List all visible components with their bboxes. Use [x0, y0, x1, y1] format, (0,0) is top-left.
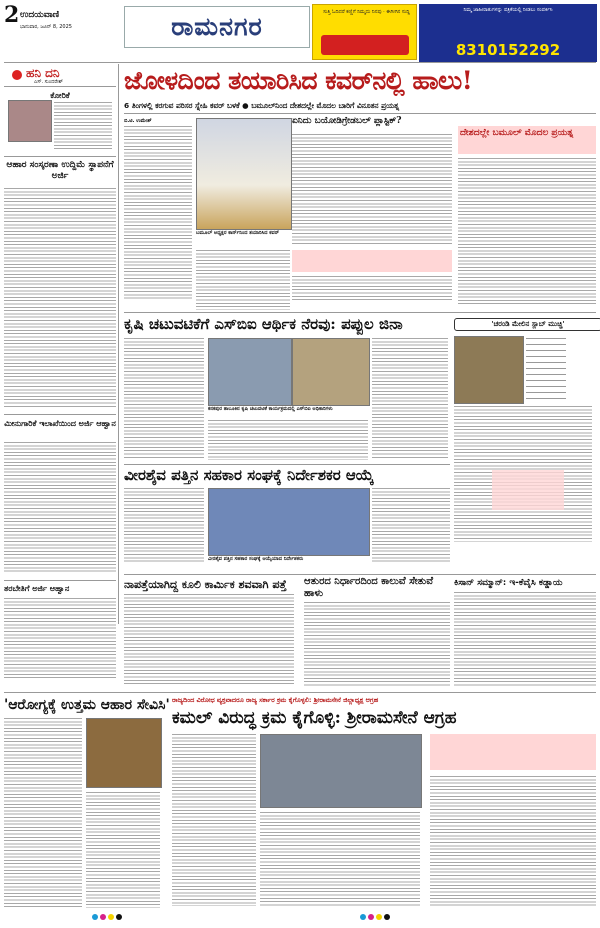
registration-mark [100, 914, 106, 920]
item1-title: ಕೋರಿಕೆ [50, 90, 70, 100]
logo-dot-icon [12, 70, 22, 80]
registration-mark [92, 914, 98, 920]
story3-headline: 'ಚರಂಡಿ ಮೇಲಿನ ಸ್ಲಾಬ್ ಮುಚ್ಚಿ' [454, 318, 600, 331]
masthead-rule [4, 62, 596, 63]
story4-caption: ವೀರಶೈವ ಪತ್ತಿನ ಸಹಕಾರ ಸಂಘಕ್ಕೆ ಆಯ್ಕೆಯಾದ ನಿರ್ದೇಶಕರು [208, 556, 304, 562]
story2-photo2 [292, 338, 370, 406]
rule [124, 113, 596, 114]
story9-kicker: ರಾಜ್ಯದಿಂದ ವಿರೋಧ ವ್ಯಕ್ತವಾದರೂ ರಾಜ್ಯ ಸರ್ಕಾರ ಕ್ರಮ ಕೈಗೊಳ್ಳಲಿ: ಶ್ರೀರಾಮಸೇನೆ ಜಿಲ್ಲಾಧ್ಯಕ್ಷ ಆಗ್ರಹ [172, 696, 379, 704]
story8-text-col2 [86, 792, 160, 908]
story9-photo [260, 734, 422, 808]
main-photo-caption: ಬಮೂಲ್ ಅಧ್ಯಕ್ಷರ ಕಾರ್ನ್‌ನಿಂದ ತಯಾರಿಸಿದ ಕವರ್ [196, 230, 279, 236]
side-box-title: ದೇಶದಲ್ಲೇ ಬಮೂಲ್ ಮೊದಲ ಪ್ರಯತ್ನ [460, 128, 574, 138]
rule [124, 312, 596, 313]
box-title: ಏನಿದು ಬಯೋಡಿಗ್ರೇಡಬಲ್ ಪ್ಲಾಸ್ಟಿಕ್? [292, 116, 402, 126]
main-text-col1 [124, 126, 192, 300]
story9-text-col3 [430, 776, 596, 906]
registration-mark [368, 914, 374, 920]
story9-text-col2 [260, 812, 420, 906]
column-logo-name: ಹನಿ ದನಿ [26, 66, 60, 80]
story9-quote [430, 734, 596, 770]
story8-headline: 'ಆರೋಗ್ಯಕ್ಕೆ ಉತ್ತಮ ಆಹಾರ ಸೇವಿಸಿ' [4, 697, 170, 713]
ad1-text: ಸುತ್ತಿ ಓದಿದರೆ ಕಣ್ಣಿಗೆ ನಿಮ್ಮದು ನಿನಪು · ಈಗೀಗಿನ ಸುದ್ದಿ [323, 9, 410, 15]
item3-text [4, 442, 116, 574]
story2-photo1 [208, 338, 292, 406]
main-headline: ಜೋಳದಿಂದ ತಯಾರಿಸಿದ ಕವರ್‌ನಲ್ಲಿ ಹಾಲು! [124, 66, 473, 95]
registration-mark [108, 914, 114, 920]
column-author: ಎಸ್. ಸುಂದರೇಶ್ [34, 79, 63, 85]
rule [4, 414, 116, 415]
story7-text [454, 592, 596, 686]
main-quote [292, 250, 452, 272]
registration-mark [384, 914, 390, 920]
story2-text-col1 [124, 338, 204, 460]
rule [4, 580, 116, 581]
story3-photo [454, 336, 524, 404]
main-subheadline: 6 ತಿಂಗಳಲ್ಲಿ ಕರಗುವ ಪರಿಸರ ಸ್ನೇಹಿ ಕವರ್ ಬಳಕೆ ● ಬಮೂಲ್‌ನಿಂದ ದೇಶದಲ್ಲೇ ಮೊದಲ ಬಾರಿಗೆ ವಿನೂತನ ಪ್ರಯತ್ನ [124, 101, 399, 110]
top-ad-yellow [312, 4, 417, 60]
paper-brand: ಉದಯವಾಣಿ [20, 10, 60, 20]
ad1-banner [321, 35, 409, 55]
item2-text [4, 188, 116, 408]
item4-text [4, 598, 116, 680]
story3-pullquote [492, 470, 564, 510]
story7-headline: ಕಿಸಾನ್ ಸಮ್ಮಾನ್: ಇ-ಕೆವೈಸಿ ಕಡ್ಡಾಯ [454, 578, 563, 588]
story4-headline: ವೀರಶೈವ ಪತ್ತಿನ ಸಹಕಾರ ಸಂಘಕ್ಕೆ ನಿರ್ದೇಶಕರ ಆಯ್ಕೆ [124, 466, 374, 484]
story4-text-col1 [124, 488, 204, 562]
story9-text-col1 [172, 734, 256, 906]
story2-text-col3 [372, 338, 448, 460]
story5-headline: ನಾಪತ್ತೆಯಾಗಿದ್ದ ಕೂಲಿ ಕಾರ್ಮಿಕ ಶವವಾಗಿ ಪತ್ತೆ [124, 578, 287, 591]
page-number: 2 [4, 2, 20, 28]
story2-caption: ಕನಕಪುರ ತಾಲೂಕಿನ ಕೃಷಿ ಚಟುವಟಿಕೆ ಕಾರ್ಯಕ್ರಮದಲ್ಲಿ ಎಸ್‌ಬಿಐ ಅಧಿಕಾರಿಗಳು [208, 406, 333, 412]
story8-photo [86, 718, 162, 788]
registration-mark [376, 914, 382, 920]
rule [124, 464, 450, 465]
story4-text-col3 [372, 488, 450, 562]
section-title: ರಾಮನಗರ [124, 6, 310, 48]
registration-mark [116, 914, 122, 920]
rule [4, 692, 596, 693]
page-date: ಭಾನುವಾರ, ಜೂನ್ 8, 2025 [20, 24, 72, 30]
box-text [292, 134, 452, 246]
item3-title: ಮೀನುಗಾರಿಕೆ ಇಲಾಖೆಯಿಂದ ಅರ್ಜಿ ಆಹ್ವಾನ [4, 418, 116, 428]
main-text-col2 [196, 250, 290, 310]
story2-text-col2 [208, 420, 368, 460]
top-ad-blue [419, 4, 597, 62]
story5-text [124, 594, 294, 686]
rule [124, 574, 596, 575]
item4-title: ತರಬೇತಿಗೆ ಅರ್ಜಿ ಆಹ್ವಾನ [4, 583, 70, 593]
story9-headline: ಕಮಲ್ ವಿರುದ್ಧ ಕ್ರಮ ಕೈಗೊಳ್ಳಿ: ಶ್ರೀರಾಮಸೇನೆ ಆಗ್ರಹ [172, 708, 457, 728]
side-box-text [458, 158, 596, 306]
ad2-text: ನಿಮ್ಮ ಜಾಹೀರಾತುಗಳನ್ನು ಪತ್ರಿಕೆಯಲ್ಲಿ ನೀಡಲು ಸಂಪರ್ಕಿಸಿ [463, 7, 553, 13]
main-text-col3 [292, 276, 452, 300]
item1-text [54, 102, 112, 150]
story8-text-col1 [4, 718, 82, 908]
item1-cartoon [8, 100, 52, 142]
main-photo [196, 118, 292, 230]
column-rule [118, 64, 119, 624]
story2-headline: ಕೃಷಿ ಚಟುವಟಿಕೆಗೆ ಎಸ್‌ಬಿಐ ಆರ್ಥಿಕ ನೆರವು: ಪಪ್ಪುಲ ಜಿನಾ [124, 315, 403, 333]
story4-photo [208, 488, 370, 556]
story6-text [304, 602, 450, 686]
registration-mark [360, 914, 366, 920]
story6-headline: ಆತುರದ ನಿರ್ಧಾರದಿಂದ ಕಾಲುವೆ ಸೇತುವೆ ಹಾಳು [304, 576, 434, 599]
rule [4, 156, 116, 157]
main-byline: ಬಿ.ಟಿ. ಉಮೇಶ್ [124, 118, 152, 124]
story3-quote [526, 338, 566, 402]
item2-title: ಆಹಾರ ಸಂಸ್ಕರಣಾ ಉದ್ದಿಮೆ ಸ್ಥಾಪನೆಗೆ ಅರ್ಜಿ [6, 160, 114, 181]
ad2-phone: 8310152292 [455, 41, 561, 59]
